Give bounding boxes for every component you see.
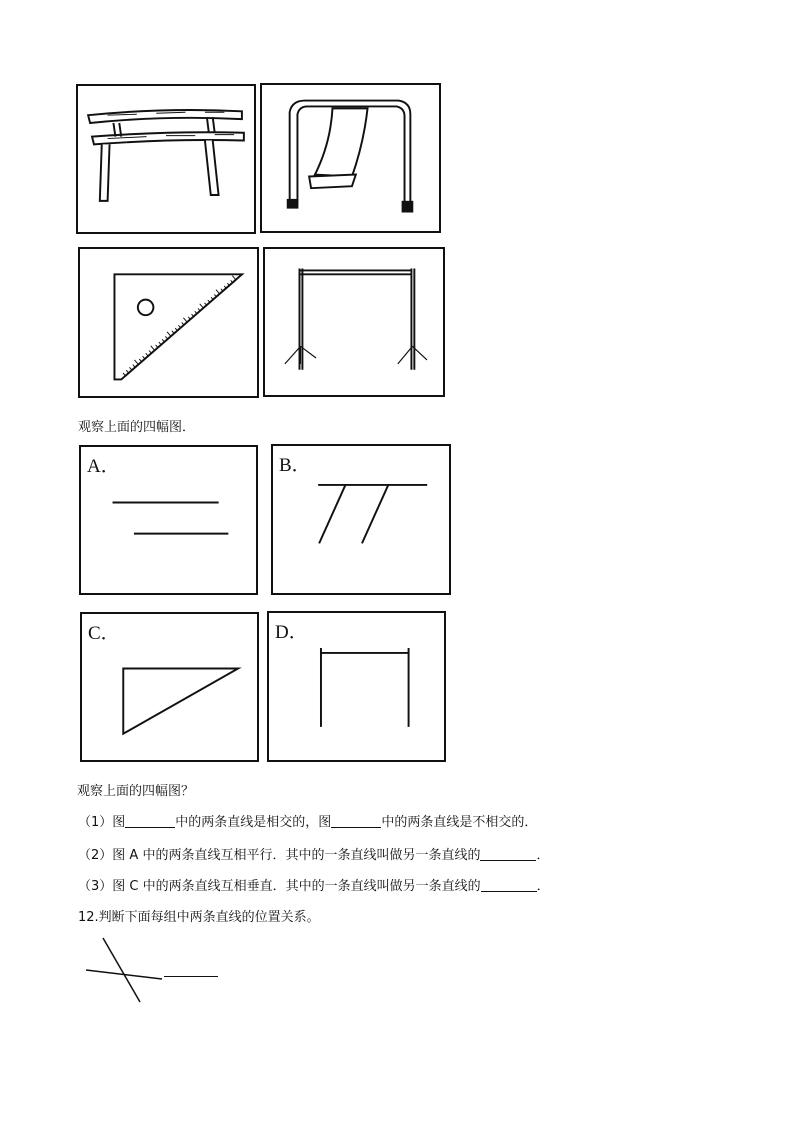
option-d-box	[267, 611, 446, 762]
option-d-label: D．	[275, 622, 308, 643]
option-b-box	[271, 444, 451, 595]
question-2: （2）图 A 中的两条直线互相平行．其中的一条直线叫做另一条直线的 ．	[78, 848, 550, 863]
swing-illustration	[262, 85, 439, 231]
bench-illustration	[78, 86, 254, 232]
answer-blank-3[interactable]	[481, 878, 537, 892]
photo-bench	[76, 84, 256, 234]
question-12: 12.判断下面每组中两条直线的位置关系。	[78, 910, 320, 925]
photo-set-square	[78, 247, 259, 398]
bar-frame-diagram	[269, 613, 444, 760]
intro-text-1: 观察上面的四幅图．	[78, 420, 196, 435]
question-1: （1）图 中的两条直线是相交的，图 中的两条直线是不相交的．	[78, 815, 538, 830]
parallel-lines-diagram	[81, 447, 256, 593]
bar-illustration	[265, 249, 443, 395]
photo-swing	[260, 83, 441, 233]
photo-bar	[263, 247, 445, 397]
answer-blank-1b[interactable]	[331, 814, 381, 828]
answer-blank-2[interactable]	[480, 847, 536, 861]
option-c-box	[80, 612, 259, 762]
option-a-label: A．	[87, 456, 120, 477]
set-square-illustration	[80, 249, 257, 396]
answer-blank-1a[interactable]	[125, 814, 175, 828]
answer-blank-12[interactable]	[164, 963, 218, 977]
question-3: （3）图 C 中的两条直线互相垂直．其中的一条直线叫做另一条直线的 ．	[78, 879, 550, 894]
intersecting-lines-diagram	[273, 446, 449, 593]
triangle-diagram	[82, 614, 257, 760]
option-c-label: C．	[88, 623, 120, 644]
intro-text-2: 观察上面的四幅图？	[77, 784, 195, 799]
option-a-box	[79, 445, 258, 595]
option-b-label: B．	[279, 455, 311, 476]
